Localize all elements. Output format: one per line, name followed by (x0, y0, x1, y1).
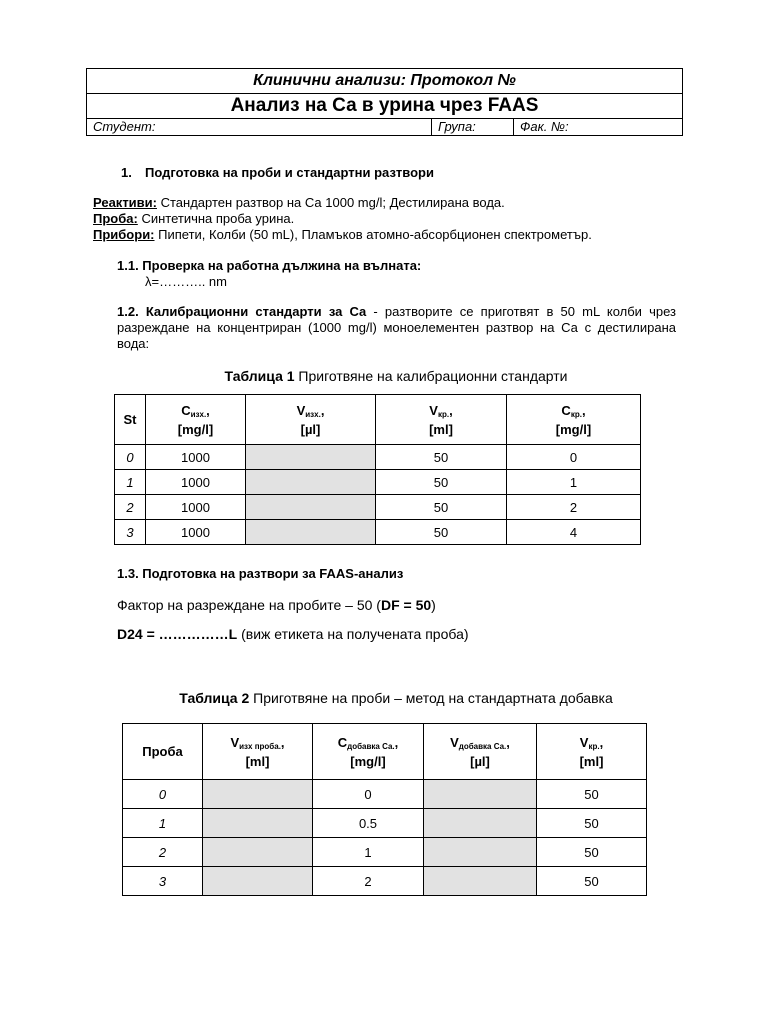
table-row: 1 0.5 50 (123, 809, 647, 838)
section-title: Подготовка на проби и стандартни разтвори (145, 165, 434, 180)
table-2-caption (114, 690, 678, 706)
reagents-label: Реактиви: (93, 195, 157, 210)
table-row: 3 2 50 (123, 867, 647, 896)
table-header-v-final: Vкр., [ml] (537, 724, 647, 780)
table-header-c-init: Cизх., [mg/l] (146, 395, 246, 445)
table-row: 1 1000 50 1 (115, 470, 641, 495)
input-cell[interactable] (246, 470, 376, 495)
calibration-standards-table (114, 394, 641, 545)
student-field[interactable]: Студент: (87, 119, 432, 136)
d24-field: D24 = ……………L (117, 626, 238, 642)
table-1-caption (114, 368, 678, 384)
table-header-c-final: Cкр., [mg/l] (507, 395, 641, 445)
section-1-2-text: - разтворите се приготвят в 50 mL колби чрез разреждане на концентриран (1000 mg/l) моноелементен разтвор на Са с дестилирана вода: (117, 304, 676, 351)
table-header-st: St (115, 395, 146, 445)
table-row: 2 1 50 (123, 838, 647, 867)
section-1-2-heading: 1.2. Калибрационни стандарти за Са (117, 304, 367, 319)
table-header-c-addition: Cдобавка Са., [mg/l] (313, 724, 424, 780)
table-1-caption-text: Приготвяне на калибрационни стандарти (294, 368, 568, 384)
protocol-title: Клинични анализи: Протокол № (87, 69, 683, 94)
group-field[interactable]: Група: (432, 119, 514, 136)
input-cell[interactable] (203, 838, 313, 867)
dilution-factor-line: Фактор на разреждане на пробите – 50 (DF = 50) (117, 597, 436, 613)
analysis-title: Анализ на Са в урина чрез FAAS (87, 94, 683, 119)
section-number: 1. (121, 165, 132, 180)
input-cell[interactable] (424, 838, 537, 867)
d24-note: (виж етикета на получената проба) (237, 626, 469, 642)
input-cell[interactable] (203, 780, 313, 809)
table-row: 2 1000 50 2 (115, 495, 641, 520)
sample-line (93, 211, 294, 227)
table-row: 0 1000 50 0 (115, 445, 641, 470)
instruments-text: Пипети, Колби (50 mL), Пламъков атомно-абсорбционен спектрометър. (154, 227, 592, 242)
input-cell[interactable] (246, 445, 376, 470)
d24-line (117, 626, 469, 642)
table-row: 0 0 50 (123, 780, 647, 809)
input-cell[interactable] (424, 780, 537, 809)
standard-addition-table (122, 723, 647, 896)
faculty-number-field[interactable]: Фак. №: (514, 119, 683, 136)
table-header-v-sample: Vизх проба., [ml] (203, 724, 313, 780)
wavelength-field: λ=……….. nm (145, 274, 227, 289)
table-2-label: Таблица 2 (179, 690, 250, 706)
section-1-1-heading: 1.1. Проверка на работна дължина на вълната: (117, 258, 422, 273)
input-cell[interactable] (203, 809, 313, 838)
input-cell[interactable] (424, 867, 537, 896)
table-1-label: Таблица 1 (224, 368, 295, 384)
section-1-2-paragraph (117, 304, 676, 352)
sample-text: Синтетична проба урина. (137, 211, 295, 226)
reagents-line (93, 195, 505, 211)
table-header-sample: Проба (123, 724, 203, 780)
section-1-3-heading: 1.3. Подготовка на разтвори за FAAS-анализ (117, 566, 404, 581)
protocol-header (86, 68, 683, 136)
reagents-text: Стандартен разтвор на Са 1000 mg/l; Дестилирана вода. (156, 195, 505, 210)
table-header-v-final: Vкр., [ml] (376, 395, 507, 445)
input-cell[interactable] (246, 520, 376, 545)
instruments-label: Прибори: (93, 227, 155, 242)
input-cell[interactable] (424, 809, 537, 838)
table-header-v-addition: Vдобавка Са., [µl] (424, 724, 537, 780)
instruments-line (93, 227, 592, 243)
dilution-factor-value: DF = 50 (380, 597, 432, 613)
table-row: 3 1000 50 4 (115, 520, 641, 545)
input-cell[interactable] (246, 495, 376, 520)
sample-label: Проба: (93, 211, 138, 226)
table-header-v-init: Vизх., [µl] (246, 395, 376, 445)
table-2-caption-text: Приготвяне на проби – метод на стандартната добавка (249, 690, 613, 706)
input-cell[interactable] (203, 867, 313, 896)
section-1-heading (121, 165, 434, 180)
